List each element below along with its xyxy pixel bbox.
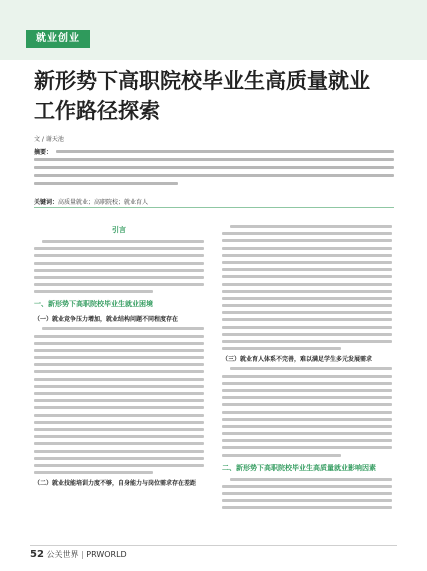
text-line [34,342,204,345]
text-line [222,333,392,336]
text-line [222,290,392,293]
abstract-label: 摘要： [34,149,53,156]
text-line [222,275,392,278]
text-line [34,450,204,453]
text-line [222,492,392,495]
text-line [42,240,204,243]
text-line [222,347,341,350]
title-line-2: 工作路径探索 [34,98,160,123]
text-line [34,363,204,366]
keywords-value: 高质量就业；高职院校；就业育人 [58,199,149,206]
text-line [34,283,204,286]
text-line [222,439,392,442]
text-line [230,225,392,228]
text-line [34,435,204,438]
text-line [222,389,392,392]
text-line [222,454,341,457]
text-line [34,457,204,460]
text-line [230,367,392,370]
section-1-subheading-2: （二）就业技能培训力度不够，自身能力与岗位需求存在差距 [34,480,197,488]
text-line [34,392,204,395]
page-footer: 52 公关世界 | PRWORLD [30,549,127,560]
left-column [34,225,204,491]
text-line [222,254,392,257]
page-number: 52 [30,549,44,560]
section-1-heading: 一、新形势下高职院校毕业生就业困境 [34,300,153,309]
text-line [222,283,392,286]
footer-rule [30,545,397,546]
text-line [34,269,204,272]
text-line [34,464,204,467]
text-line [34,174,394,177]
article-title [34,66,374,126]
journal-name: 公关世界 [46,550,79,559]
text-line [222,396,392,399]
text-line [222,418,392,421]
text-line [222,340,392,343]
text-line [222,403,392,406]
section-1-subheading-3: （三）就业育人体系不完善，难以满足学生多元发展需求 [222,356,373,364]
text-line [34,406,204,409]
text-line [34,370,204,373]
section-1-subheading-1: （一）就业竞争压力增加，就业结构问题不同程度存在 [34,316,179,324]
text-line [222,232,392,235]
journal-name-en: PRWORLD [86,550,127,559]
text-line [222,506,392,509]
text-line [34,378,204,381]
text-line [222,485,392,488]
text-line [34,428,204,431]
title-line-1: 新形势下高职院校毕业生高质量就业 [34,68,370,93]
text-line [34,421,204,424]
text-line [222,326,392,329]
text-line [34,414,204,417]
text-line [34,158,394,161]
abstract [34,150,394,190]
text-line [34,254,204,257]
text-line [222,375,392,378]
text-line [34,399,204,402]
text-line [222,446,392,449]
text-line [34,166,394,169]
right-column [222,225,392,514]
text-line [34,349,204,352]
text-line [34,356,204,359]
text-line [222,304,392,307]
intro-heading: 引言 [112,226,126,234]
text-line [222,261,392,264]
divider [34,207,394,208]
text-line [222,297,392,300]
text-line [34,335,204,338]
text-line [34,276,204,279]
text-line [34,182,178,185]
text-line [34,247,204,250]
text-line [34,385,204,388]
keywords-label: 关键词： [34,199,59,206]
text-line [34,262,204,265]
text-line [222,318,392,321]
section-2-heading: 二、新形势下高职院校毕业生高质量就业影响因素 [222,463,376,472]
text-line [222,499,392,502]
text-line [222,239,392,242]
text-line [42,327,204,330]
text-line [222,432,392,435]
text-line [230,478,392,481]
text-line [222,268,392,271]
text-line [222,411,392,414]
text-line [222,382,392,385]
text-line [34,471,153,474]
column-tag: 就业创业 [26,30,90,48]
text-line [34,442,204,445]
keywords [34,197,148,206]
author-line: 文 / 谢天池 [34,136,64,143]
text-line [222,311,392,314]
text-line [34,290,153,293]
text-line [222,425,392,428]
text-line [222,247,392,250]
text-line [56,150,394,153]
